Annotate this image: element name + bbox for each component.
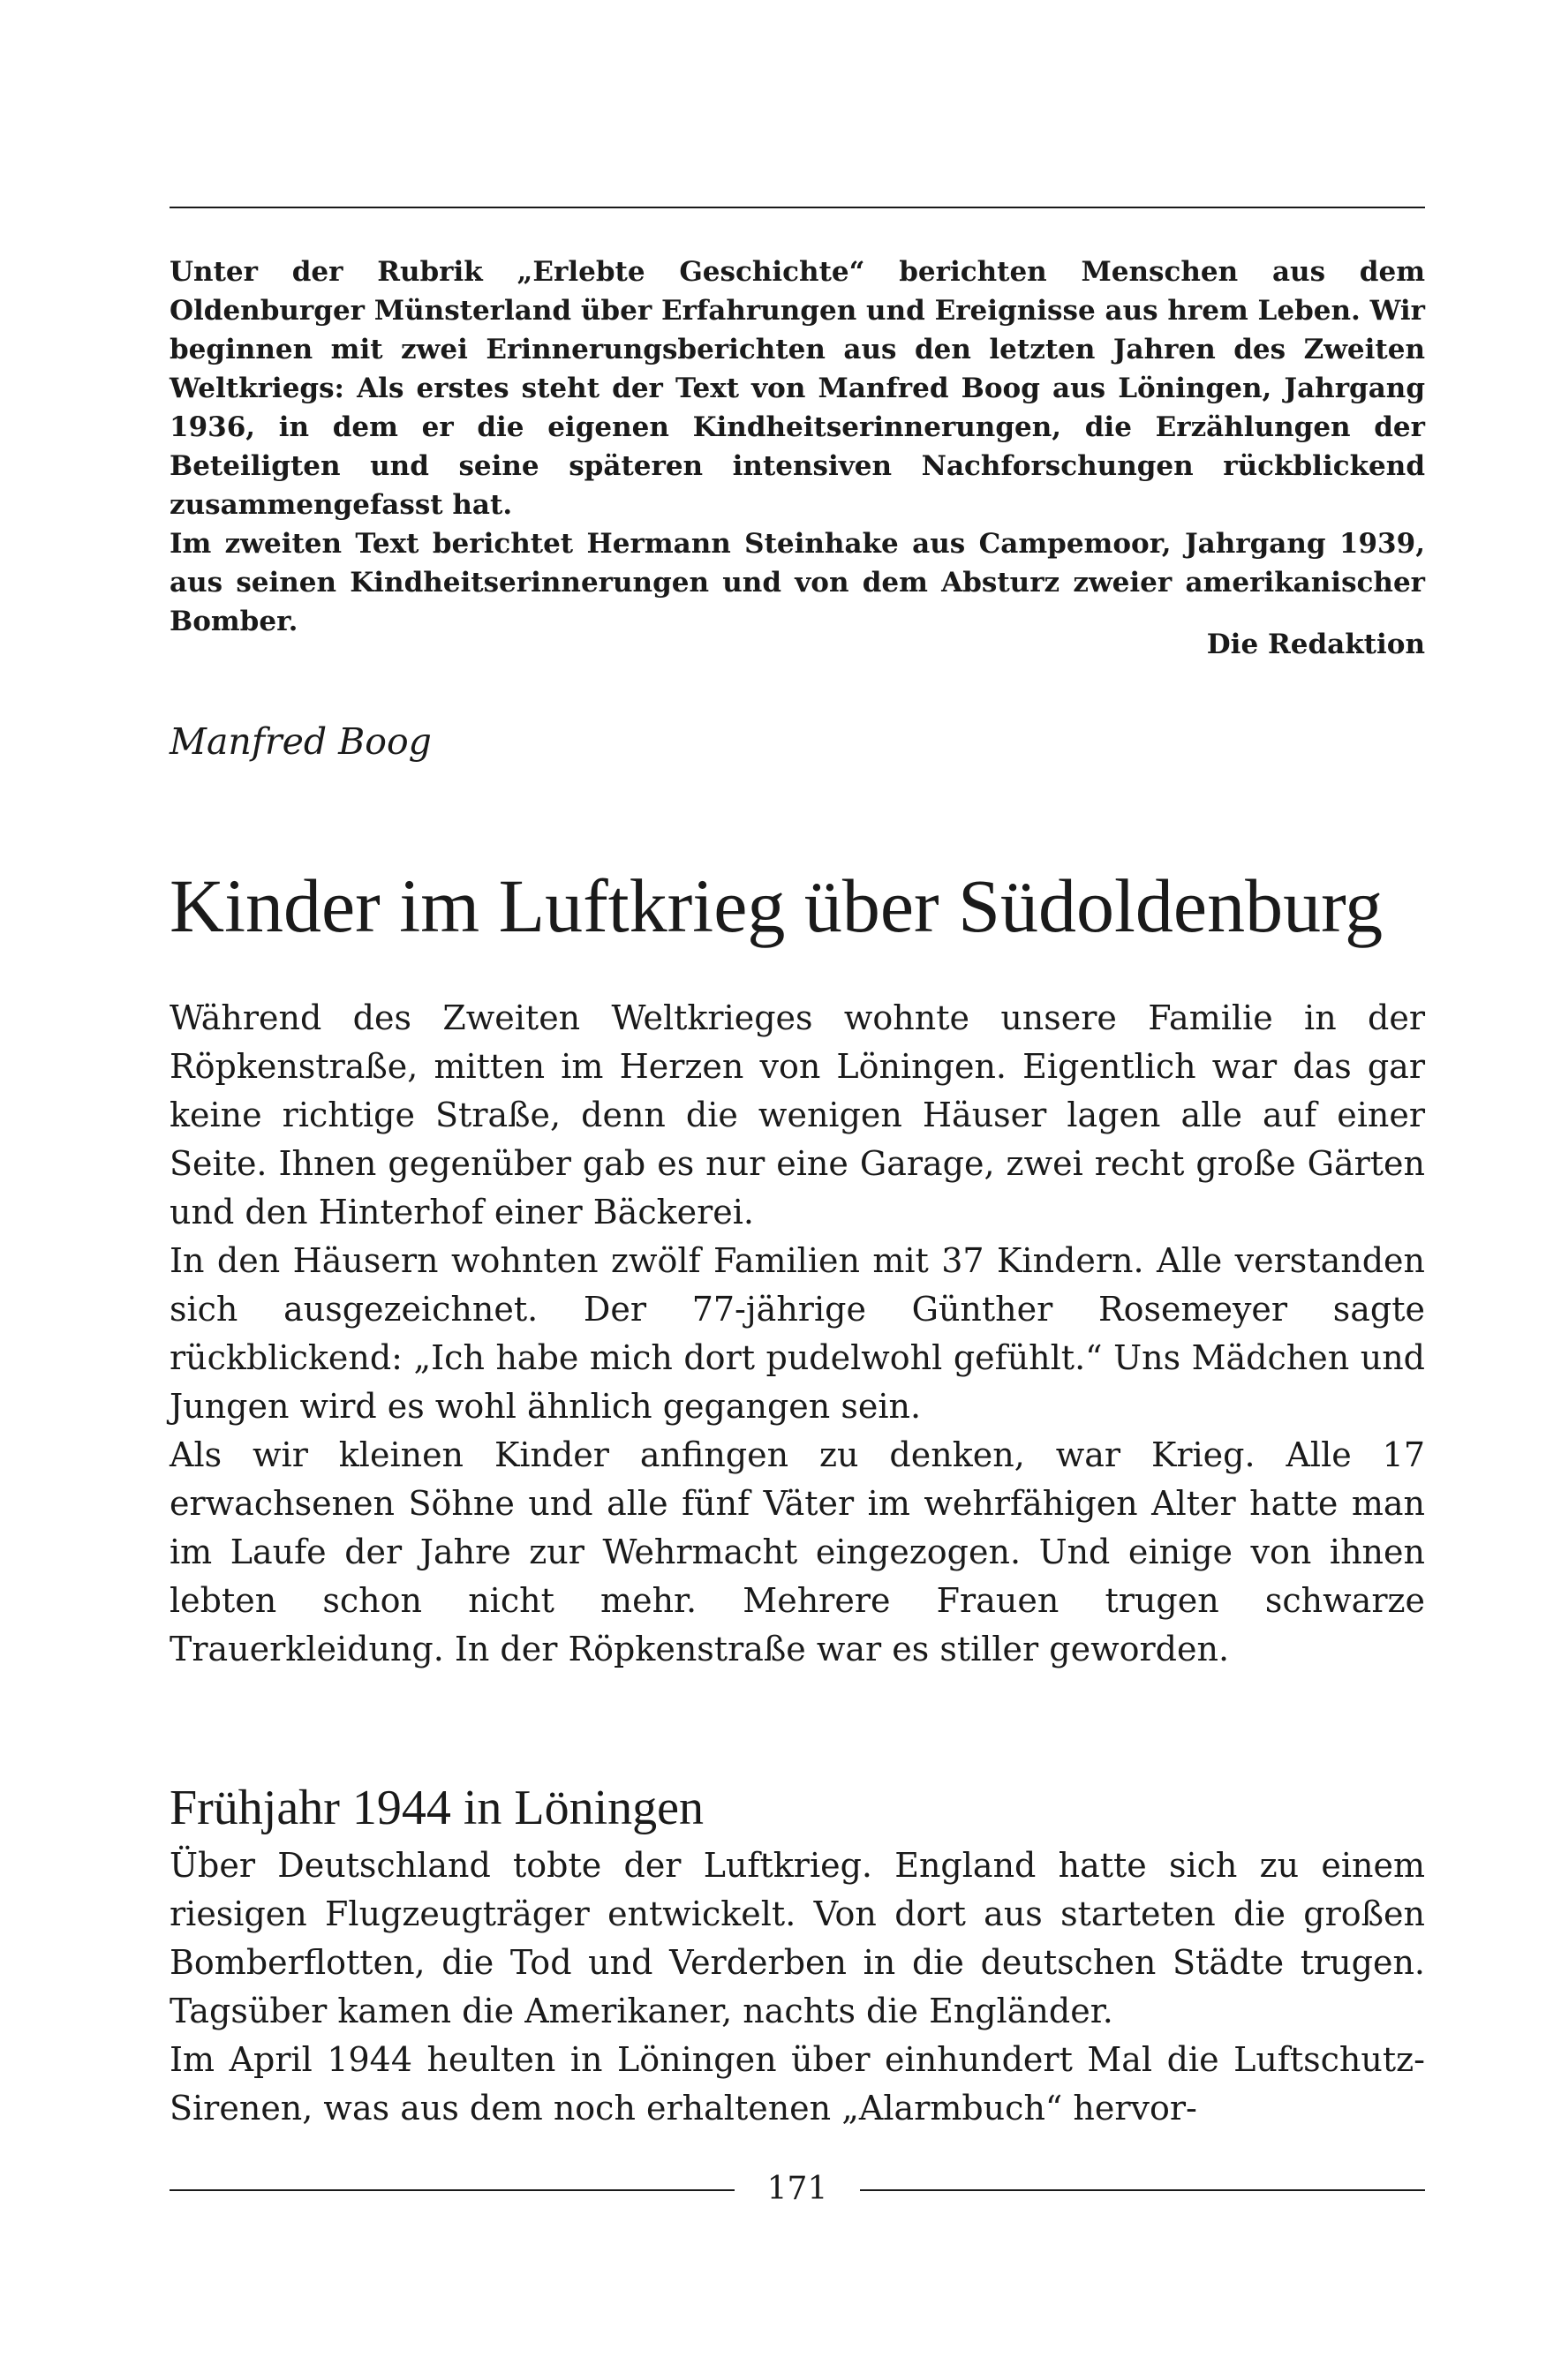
footer-rule-left — [170, 2189, 735, 2191]
footer-rule-right — [860, 2189, 1425, 2191]
body-paragraph: In den Häusern wohnten zwölf Familien mit 37 Kindern. Alle verstanden sich ausgezeichnet. Der 77-jährige Günther Rosemeyer sagte rückblickend: „Ich habe mich dort pudelwohl gefühlt.“ Uns Mädchen und Jungen wird es wohl ähnlich gegangen sein. — [170, 1241, 1425, 1426]
intro-paragraph-1: Unter der Rubrik „Erlebte Geschichte“ berichten Menschen aus dem Oldenburger Münsterland über Erfahrungen und Ereignisse aus hrem Leben. Wir beginnen mit zwei Erinnerungsberichten aus den letzten Jahren des Zweiten Weltkriegs: Als erstes steht der Text von Manfred Boog aus Löningen, Jahrgang 1936, in dem er die eigenen Kindheitserinnerungen, die Erzählungen der Beteiligten und seine späteren intensiven Nachforschungen rückblickend zusammengefasst hat. — [170, 256, 1425, 521]
editorial-signature: Die Redaktion — [1206, 629, 1425, 660]
article-section-2 — [170, 1841, 1425, 2133]
article-author: Manfred Boog — [170, 720, 432, 763]
top-rule — [170, 207, 1425, 208]
page-footer — [170, 2165, 1425, 2214]
section-heading: Frühjahr 1944 in Löningen — [170, 1781, 705, 1835]
body-paragraph: Im April 1944 heulten in Löningen über einhundert Mal die Luftschutz-Sirenen, was aus dem noch erhaltenen „Alarmbuch“ hervor- — [170, 2040, 1425, 2128]
body-paragraph: Als wir kleinen Kinder anfingen zu denken, war Krieg. Alle 17 erwachsenen Söhne und alle fünf Väter im wehrfähigen Alter hatte man im Laufe der Jahre zur Wehrmacht eingezogen. Und einige von ihnen lebten schon nicht mehr. Mehrere Frauen trugen schwarze Trauerkleidung. In der Röpkenstraße war es stiller geworden. — [170, 1435, 1425, 1668]
editorial-intro — [170, 252, 1425, 641]
intro-paragraph-2: Im zweiten Text berichtet Hermann Steinhake aus Campemoor, Jahrgang 1939, aus seinen Kindheitserinnerungen und von dem Absturz zweier amerikanischer Bomber. — [170, 528, 1425, 637]
article-section-1 — [170, 994, 1425, 1674]
article-title: Kinder im Luftkrieg über Südoldenburg — [170, 863, 1384, 948]
page-number: 171 — [766, 2171, 828, 2207]
body-paragraph: Über Deutschland tobte der Luftkrieg. England hatte sich zu einem riesigen Flugzeugträger entwickelt. Von dort aus starteten die großen Bomberflotten, die Tod und Verderben in die deutschen Städte trugen. Tagsüber kamen die Amerikaner, nachts die Engländer. — [170, 1846, 1425, 2030]
body-paragraph: Während des Zweiten Weltkrieges wohnte unsere Familie in der Röpkenstraße, mitten im Herzen von Löningen. Eigentlich war das gar keine richtige Straße, denn die wenigen Häuser lagen alle auf einer Seite. Ihnen gegenüber gab es nur eine Garage, zwei recht große Gärten und den Hinterhof einer Bäckerei. — [170, 998, 1425, 1231]
